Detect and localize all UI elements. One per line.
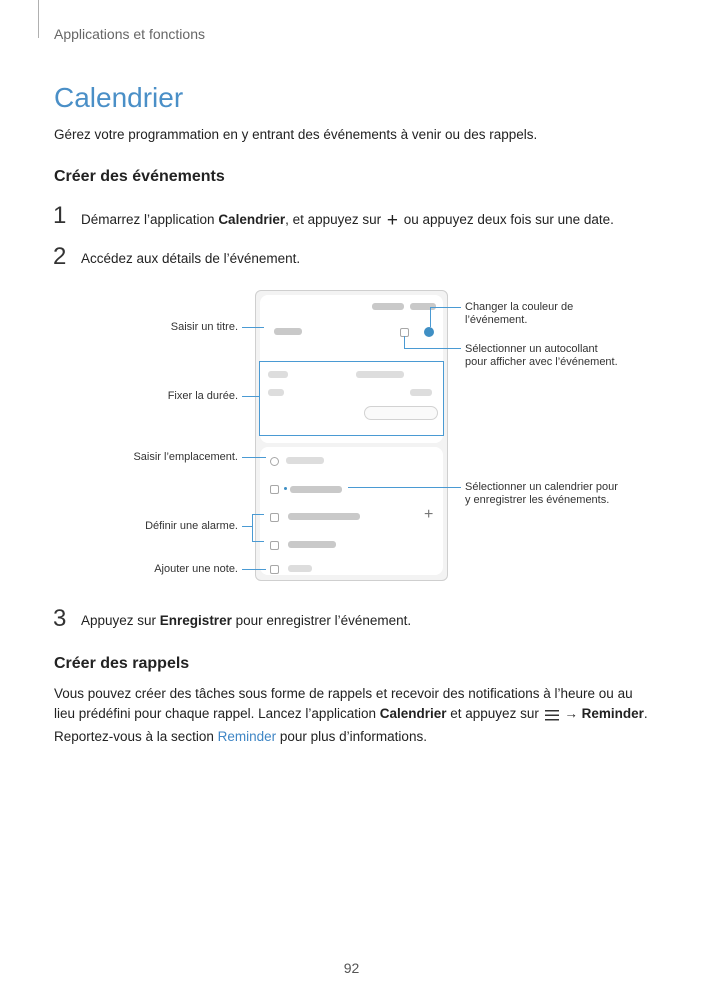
callout-title: Saisir un titre.	[170, 321, 238, 333]
calendar-name-placeholder	[290, 486, 342, 493]
step-2-text: Accédez aux détails de l’événement.	[81, 251, 301, 266]
leader-calendar	[348, 487, 461, 488]
leader-sticker	[404, 348, 461, 349]
callout-note: Ajouter une note.	[154, 563, 238, 575]
repeat-icon	[270, 541, 279, 550]
callout-duration: Fixer la durée.	[167, 390, 238, 402]
leader-alarm-bottom	[252, 541, 264, 542]
calendar-icon	[270, 485, 279, 494]
leader-color	[430, 307, 461, 308]
alarm-icon	[270, 513, 279, 522]
page-number: 92	[343, 960, 360, 976]
callout-calendar: Sélectionner un calendrier pour y enregistrer les événements.	[465, 481, 618, 506]
step-number-3: 3	[53, 605, 67, 632]
end-label-placeholder	[268, 389, 284, 396]
reminders-paragraph: Vous pouvez créer des tâches sous forme de rappels et recevoir des notifications à l’heure ou au lieu prédéfini pour chaque rappel. Lancez l’application Calendrier et appuyez sur → Reminder. Reportez-vous à la section Reminder pour plus d’informations.	[54, 686, 648, 744]
callout-sticker: Sélectionner un autocollant pour afficher avec l’événement.	[465, 343, 618, 368]
end-time-placeholder	[410, 389, 432, 396]
heading-create-events: Créer des événements	[54, 168, 225, 185]
add-icon: +	[386, 210, 399, 231]
step-number-1: 1	[53, 202, 67, 229]
note-placeholder	[288, 565, 312, 572]
note-icon	[270, 565, 279, 574]
leader-location	[242, 457, 266, 458]
callout-color: Changer la couleur de l’événement.	[465, 301, 574, 326]
intro-text: Gérez votre programmation en y entrant des événements à venir ou des rappels.	[54, 127, 538, 142]
location-placeholder	[286, 457, 324, 464]
add-alarm-icon: +	[424, 506, 434, 523]
callout-alarm: Définir une alarme.	[145, 520, 238, 532]
title-field-placeholder	[274, 328, 302, 335]
leader-alarm	[242, 526, 252, 527]
leader-color-vertical	[430, 307, 431, 327]
leader-alarm-bracket	[252, 514, 253, 542]
event-color-dot	[424, 327, 434, 337]
calendar-color-dot	[284, 487, 287, 490]
callout-location: Saisir l’emplacement.	[133, 451, 238, 463]
cancel-button-placeholder	[372, 303, 404, 310]
reminder-link[interactable]: Reminder	[217, 729, 277, 744]
menu-icon	[545, 707, 559, 727]
location-icon	[270, 457, 279, 466]
event-options-card	[260, 447, 443, 575]
leader-note	[242, 569, 266, 570]
step-3-text: Appuyez sur Enregistrer pour enregistrer l’événement.	[81, 613, 412, 628]
all-day-toggle	[364, 406, 438, 420]
leader-duration	[242, 396, 259, 397]
leader-title	[242, 327, 264, 328]
step-number-2: 2	[53, 243, 67, 270]
heading-create-reminders: Créer des rappels	[54, 655, 190, 672]
event-details-screen	[255, 290, 448, 581]
leader-alarm-top	[252, 514, 264, 515]
start-date-placeholder	[356, 371, 404, 378]
header-rule	[38, 0, 39, 38]
start-label-placeholder	[268, 371, 288, 378]
step-1-text: Démarrez l’application Calendrier, et appuyez sur + ou appuyez deux fois sur une date.	[81, 210, 614, 231]
alarm-placeholder	[288, 513, 360, 520]
repeat-placeholder	[288, 541, 336, 548]
page-title: Calendrier	[54, 82, 184, 113]
section-header: Applications et fonctions	[54, 26, 205, 42]
